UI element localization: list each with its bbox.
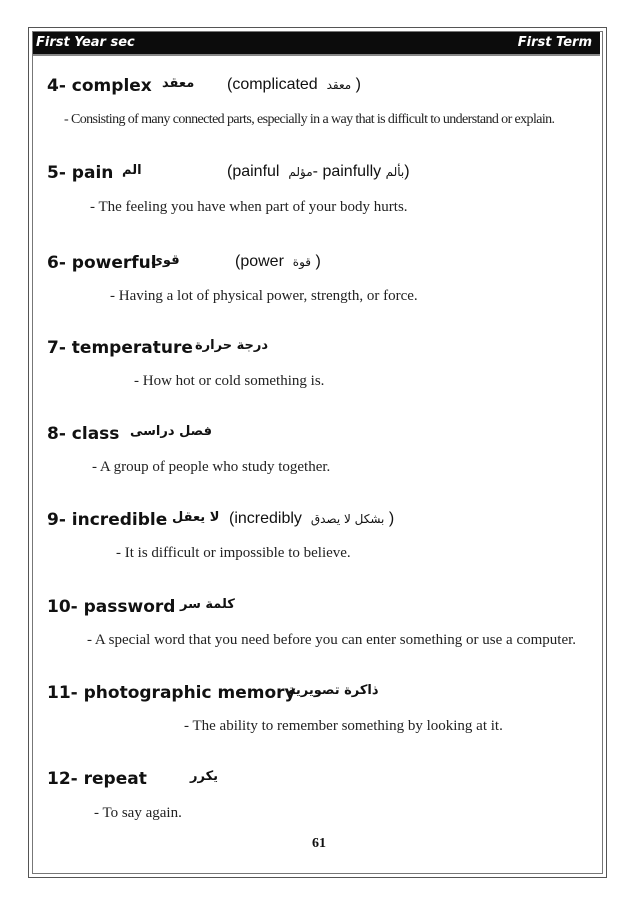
vocab-definition: - To say again. (94, 805, 182, 821)
vocab-definition: - A special word that you need before you can enter something or use a computer. (87, 632, 577, 648)
vocab-term: 6- powerful (47, 253, 157, 273)
related-forms: (complicated معقد ) (227, 76, 361, 93)
vocab-arabic: لا يعقل (172, 510, 220, 525)
vocab-term: 8- class (47, 424, 120, 444)
related-arabic: بشكل لا يصدق (310, 512, 385, 526)
page-inner-border (32, 31, 603, 874)
vocab-term: 4- complex (47, 76, 152, 96)
vocab-arabic: فصل دراسى (130, 424, 212, 439)
related-word-2: painfully (322, 163, 382, 180)
vocab-term: 7- temperature (47, 338, 193, 358)
vocab-arabic: درجة حرارة (195, 338, 269, 353)
vocab-definition: - How hot or cold something is. (134, 373, 325, 389)
related-forms: (power قوة ) (235, 253, 321, 270)
vocab-arabic: يكرر (190, 769, 219, 784)
vocab-term: 9- incredible (47, 510, 168, 530)
related-arabic-2: بألم (385, 165, 405, 179)
related-arabic: مؤلم (288, 165, 313, 179)
vocab-definition: - Consisting of many connected parts, especially in a way that is difficult to understand or explain. (64, 112, 555, 127)
vocab-definition: - The ability to remember something by looking at it. (184, 718, 503, 734)
page-header (33, 32, 600, 56)
vocab-arabic: قوى (151, 253, 180, 268)
related-forms: (incredibly بشكل لا يصدق ) (229, 510, 395, 527)
vocab-definition: - A group of people who study together. (92, 459, 331, 475)
vocab-definition: - Having a lot of physical power, strength, or force. (110, 288, 418, 304)
vocab-definition: - It is difficult or impossible to believe. (116, 545, 351, 561)
related-word: incredibly (234, 510, 302, 527)
related-forms: (painful مؤلم- painfully بألم) (227, 163, 410, 180)
vocab-arabic: كلمة سر (180, 597, 235, 612)
vocab-definition: - The feeling you have when part of your body hurts. (90, 199, 408, 215)
header-right-text: First Term (517, 35, 592, 50)
vocab-arabic: معقد (162, 76, 195, 91)
vocab-term: 12- repeat (47, 769, 147, 789)
vocab-term: 10- password (47, 597, 176, 617)
related-word: power (240, 253, 284, 270)
page-number: 61 (312, 836, 326, 851)
related-arabic: معقد (326, 78, 352, 92)
vocab-term: 5- pain (47, 163, 114, 183)
vocab-arabic: الم (122, 163, 142, 178)
vocab-term: 11- photographic memory (47, 683, 296, 703)
related-arabic: قوة (292, 255, 312, 269)
header-left-text: First Year sec (36, 35, 135, 50)
related-word: painful (232, 163, 280, 180)
vocab-arabic: ذاكرة تصويرية (288, 683, 379, 698)
related-word: complicated (232, 76, 318, 93)
